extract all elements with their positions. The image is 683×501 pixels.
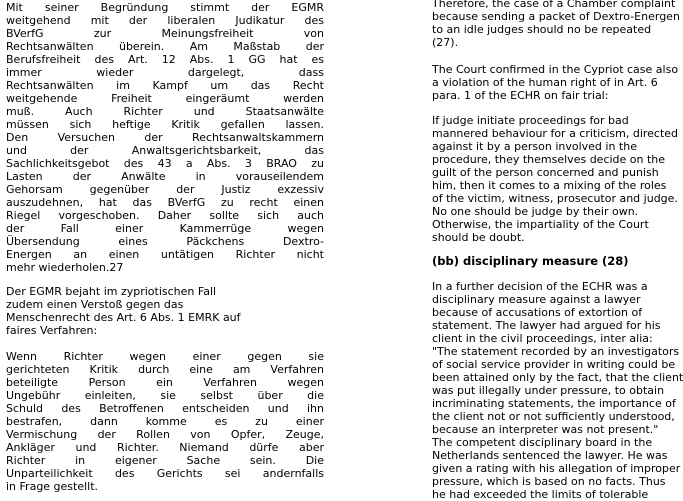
- text-line: Ankläger und Richter. Niemand dürfe aber: [6, 441, 324, 454]
- text-line: given a rating with his allegation of improper: [432, 462, 681, 475]
- text-line: Therefore, the case of a Chamber complaint: [432, 0, 676, 10]
- text-line: the client not or not sufficiently understood,: [432, 410, 675, 423]
- text-line: Lasten der Anwälte in vorauseilendem: [6, 170, 324, 183]
- paragraph-egmr-reasoning: [6, 1, 324, 274]
- text-line: of social service provider in writing could be: [432, 358, 676, 371]
- text-line: Energen an einen untätigen Richter nicht: [6, 248, 324, 261]
- text-line: zudem einen Verstoß gegen das: [6, 298, 184, 311]
- text-line: auszudehnen, hat das BVerfG zu recht einen: [6, 196, 324, 209]
- text-line: BVerfG zur Meinungsfreiheit von: [6, 27, 324, 40]
- text-line: been attained only by the fact, that the client: [432, 371, 683, 384]
- text-line: procedure, they themselves decide on the: [432, 153, 666, 166]
- text-line: The competent disciplinary board in the: [432, 436, 653, 449]
- section-heading: (bb) disciplinary measure (28): [432, 254, 629, 268]
- text-line: müssen sich heftige Kritik gefallen lassen.: [6, 118, 324, 131]
- text-line: because of accusations of extortion of: [432, 306, 643, 319]
- text-line: para. 1 of the ECHR on fair trial:: [432, 89, 609, 102]
- text-line: faires Verfahren:: [6, 324, 98, 337]
- text-line: Vermischung der Rollen von Opfer, Zeuge,: [6, 428, 324, 441]
- text-line: bestrafen, dann komme es zu einer: [6, 415, 324, 428]
- text-line: Wenn Richter wegen einer gegen sie: [6, 350, 324, 363]
- text-line: Der EGMR bejaht im zypriotischen Fall: [6, 285, 217, 298]
- text-line: Otherwise, the impartiality of the Court: [432, 218, 649, 231]
- text-line: Mit seiner Begründung stimmt der EGMR: [6, 1, 324, 14]
- text-line: weitgehend mit der liberalen Judikatur des: [6, 14, 324, 27]
- text-line: muß. Auch Richter und Staatsanwälte: [6, 105, 324, 118]
- paragraph-judge-quote-en: [432, 114, 679, 244]
- text-line: guilt of the person concerned and punish: [432, 166, 659, 179]
- text-line: he had exceeded the limits of tolerable: [432, 488, 649, 501]
- text-line: against it by a person involved in the: [432, 140, 637, 153]
- text-line: because an interpreter was not present.": [432, 423, 659, 436]
- text-line: pressure, which is based on no facts. Thus: [432, 475, 666, 488]
- text-line: Rechtsanwälten überein. Am Maßstab der: [6, 40, 324, 53]
- text-line: of the victim, witness, prosecutor and judge.: [432, 192, 678, 205]
- text-line: und der Anwaltsgerichtsbarkeit, das: [6, 144, 324, 157]
- paragraph-cyprus-case-de: [6, 285, 324, 337]
- text-line: In a further decision of the ECHR was a: [432, 280, 648, 293]
- text-line: Den Versuchen der Rechtsanwaltskammern: [6, 131, 324, 144]
- text-line: Ungebühr einleiten, sie selbst über die: [6, 389, 324, 402]
- paragraph-dextro-energen: [432, 0, 680, 49]
- text-line: Menschenrecht des Art. 6 Abs. 1 EMRK auf: [6, 311, 241, 324]
- text-line: Riegel vorgeschoben. Daher sollte sich auch: [6, 209, 324, 222]
- text-line: (27).: [432, 36, 459, 49]
- text-line: Übersendung eines Päckchens Dextro-: [6, 235, 324, 248]
- text-line: incriminating statements, the importance of: [432, 397, 676, 410]
- text-line: Gehorsam gegenüber der Justiz exzessiv: [6, 183, 324, 196]
- text-line: Netherlands sentenced the lawyer. He was: [432, 449, 668, 462]
- text-line: The Court confirmed in the Cypriot case also: [432, 63, 679, 76]
- paragraph-disciplinary-measure: [432, 280, 683, 501]
- text-line: Schuld des Betroffenen entscheiden und ihn: [6, 402, 324, 415]
- text-line: Berufsfreiheit des Art. 12 Abs. 1 GG hat es: [6, 53, 324, 66]
- text-line: was put illegally under pressure, to obtain: [432, 384, 665, 397]
- text-line: gerichteten Kritik durch eine am Verfahren: [6, 363, 324, 376]
- text-line: No one should be judge by their own.: [432, 205, 639, 218]
- text-line: Richter in eigener Sache sein. Die: [6, 454, 324, 467]
- text-line: mannered behaviour for a criticism, directed: [432, 127, 679, 140]
- text-line: in Frage gestellt.: [6, 480, 99, 493]
- text-line: disciplinary measure against a lawyer: [432, 293, 641, 306]
- text-line: should be doubt.: [432, 231, 525, 244]
- text-line: statement. The lawyer had argued for his: [432, 319, 661, 332]
- text-line: If judge initiate proceedings for bad: [432, 114, 629, 127]
- text-line: him, then it comes to a mixing of the roles: [432, 179, 667, 192]
- text-line: to an idle judges should no be repeated: [432, 23, 652, 36]
- text-line: Unparteilichkeit des Gerichts sei andernfalls: [6, 467, 324, 480]
- text-line: mehr wiederholen.27: [6, 261, 124, 274]
- text-line: Sachlichkeitsgebot des 43 a Abs. 3 BRAO zu: [6, 157, 324, 170]
- text-line: because sending a packet of Dextro-Energen: [432, 10, 680, 23]
- text-line: a violation of the human right of in Art. 6: [432, 76, 658, 89]
- text-line: weitgehende Freiheit eingeräumt werden: [6, 92, 324, 105]
- text-line: client in the civil proceedings, inter alia:: [432, 332, 653, 345]
- paragraph-cyprus-case-en: [432, 63, 679, 102]
- text-line: immer wieder dargelegt, dass: [6, 66, 324, 79]
- text-line: der Fall einer Kammerrüge wegen: [6, 222, 324, 235]
- text-line: "The statement recorded by an investigators: [432, 345, 680, 358]
- text-line: Rechtsanwälten im Kampf um das Recht: [6, 79, 324, 92]
- paragraph-judge-quote-de: [6, 350, 324, 493]
- text-line: beteiligte Person ein Verfahren wegen: [6, 376, 324, 389]
